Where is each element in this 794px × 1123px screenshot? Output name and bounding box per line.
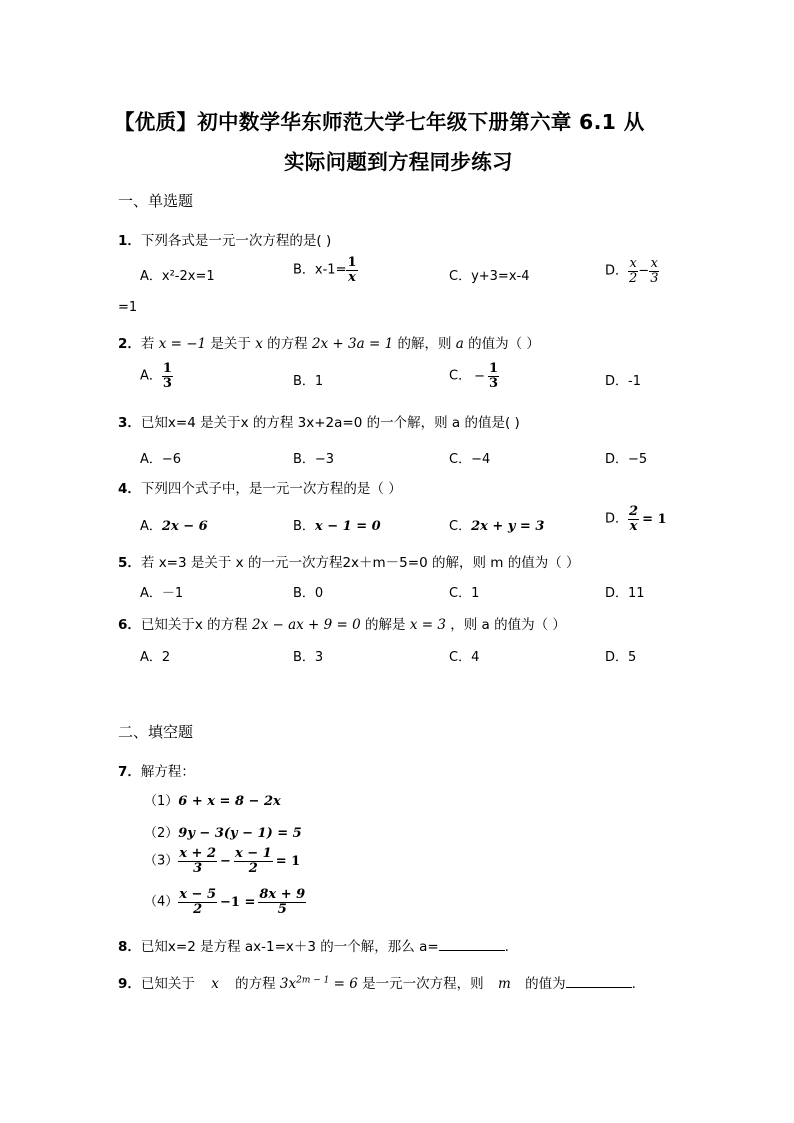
question-text: 解方程： [140,764,195,780]
fraction-numerator: x [650,256,659,271]
subquestion-label: （4） [144,894,179,910]
fraction-numerator: 1 [347,255,357,270]
option-6a: A．2 [140,650,171,665]
fraction [649,257,659,285]
option-label: A． [140,368,162,384]
math-expression: x = −1 [158,336,207,352]
fraction-numerator: 1 [162,361,172,376]
option-3b: B．−3 [293,452,335,467]
option-2c [449,362,499,390]
answer-blank[interactable] [566,975,632,988]
question-text: 已知关于 [140,976,195,992]
question-8 [118,935,509,955]
question-text: 的解是 [365,617,406,633]
math-expression: 9y − 3(y − 1) = 5 [178,826,302,841]
math-expression: 2x − ax + 9 = 0 [251,617,361,633]
section-heading-fill-blank: 二、填空题 [118,723,194,741]
math-expression: = 1 [275,853,301,869]
option-2b: B．1 [293,374,324,389]
math-variable: x [255,336,263,352]
fraction-numerator: x − 1 [234,846,272,861]
fraction-numerator: x + 2 [179,846,217,861]
subquestion-7-4 [144,888,306,916]
fraction-denominator: 3 [162,375,172,391]
option-label: C． [449,519,472,534]
fraction-numerator: x − 5 [179,887,217,902]
option-label: C． [449,368,472,384]
math-expression: = 6 [333,976,358,992]
subquestion-7-3 [144,847,300,875]
question-text: 已知关于x 的方程 [140,617,248,633]
math-expression: 2x + 3a = 1 [311,336,394,352]
question-text: 的值为（ ） [468,336,540,352]
question-text: 是一元一次方程，则 [362,976,484,992]
fraction [234,847,273,875]
fraction-denominator: x [629,518,638,534]
fraction-denominator: x [348,269,356,285]
math-variable: a [455,336,464,352]
fraction-denominator: 2 [234,861,273,876]
option-3d: D．−5 [605,452,648,467]
question-number: 1． [118,233,141,249]
math-expression: x − 1 = 0 [314,519,381,534]
question-text: 下列各式是一元一次方程的是( ) [140,233,332,249]
question-number: 5． [118,555,141,571]
option-label: A． [140,519,162,534]
answer-blank[interactable] [439,938,505,951]
title-line-1: 【优质】初中数学华东师范大学七年级下册第六章 6.1 从 [114,110,645,134]
math-expression: −1 = [220,894,256,910]
math-expression: 2x + y = 3 [471,519,545,534]
fraction-denominator: 3 [488,375,499,391]
option-5a: A．－1 [140,586,184,601]
option-4a [140,515,208,534]
fraction-denominator: 5 [258,902,306,917]
fraction [346,256,357,284]
option-5c: C．1 [449,586,480,601]
question-number: 9． [118,976,141,992]
fraction [258,888,306,916]
question-4 [118,477,402,497]
question-text: 是关于 [210,336,251,352]
fraction-numerator: 2 [629,504,639,519]
option-2d: D．-1 [605,374,641,389]
option-1d-continuation: =1 [118,300,138,315]
question-5 [118,551,579,571]
question-3 [118,411,520,431]
option-1b [293,256,358,284]
math-expression: 6 + x = 8 − 2x [178,794,281,809]
fraction-denominator: 2 [178,902,217,917]
option-6d: D．5 [605,650,637,665]
question-2 [118,332,540,352]
question-7 [118,760,195,780]
math-expression: = 1 [642,511,667,527]
math-variable: x [211,976,219,992]
question-text: 的方程 [267,336,308,352]
question-number: 7． [118,764,141,780]
question-number: 6． [118,617,141,633]
fraction-numerator: x [629,256,637,271]
question-text: 的解，则 [397,336,452,352]
question-6 [118,613,566,633]
math-expression: x = 3 [409,617,446,633]
option-label: D． [605,511,629,527]
option-6b: B．3 [293,650,324,665]
fraction [628,257,638,285]
question-text: 的方程 [235,976,276,992]
fraction-denominator: 3 [178,861,217,876]
subquestion-label: （2） [144,826,179,841]
title-line-2: 实际问题到方程同步练习 [284,150,513,174]
math-expression: 3x [279,976,297,992]
question-9 [118,972,636,992]
option-label: D． [605,263,629,279]
option-1d [605,257,659,285]
subquestion-label: （3） [144,853,179,869]
fraction [488,362,499,390]
fraction-denominator: 2 [629,270,638,286]
question-number: 3． [118,415,141,431]
option-5b: B．0 [293,586,324,601]
option-5d: D．11 [605,586,645,601]
question-number: 4． [118,481,141,497]
option-3a: A．−6 [140,452,182,467]
option-6c: C．4 [449,650,480,665]
question-text: 若 [140,336,155,352]
question-text: . [504,939,509,955]
question-text: 已知x=4 是关于x 的方程 3x+2a=0 的一个解，则 a 的值是( ) [140,415,520,431]
question-text: 的值为 [525,976,566,992]
fraction-numerator: 1 [488,361,499,376]
question-text: ，则 a 的值为（ ） [450,617,566,633]
question-text: 若 x=3 是关于 x 的一元一次方程2x＋m－5=0 的解，则 m 的值为（ ） [140,555,580,571]
option-4d [605,505,667,533]
option-label: B． [293,519,315,534]
subquestion-7-1 [144,790,281,809]
fraction [178,847,217,875]
math-exponent: 2m − 1 [296,975,330,986]
fraction [162,362,173,390]
math-variable: m [497,976,511,992]
question-number: 2． [118,336,141,352]
option-label: B．x-1= [293,262,347,278]
minus-sign: − [638,263,650,279]
option-1c: C．y+3=x-4 [449,269,530,284]
fraction-numerator: 8x + 9 [259,887,306,902]
fraction-denominator: 3 [650,270,659,286]
option-3c: C．−4 [449,452,491,467]
question-number: 8． [118,939,141,955]
question-text: 已知x=2 是方程 ax-1=x＋3 的一个解，那么 a= [140,939,439,955]
section-heading-single-choice: 一、单选题 [118,192,194,210]
option-4c [449,515,544,534]
option-1a: A．x²-2x=1 [140,269,215,284]
question-text: . [631,976,636,992]
minus-sign: − [474,368,485,384]
question-1 [118,229,331,249]
subquestion-7-2 [144,822,302,841]
fraction [178,888,217,916]
math-expression: 2x − 6 [161,519,208,534]
option-2a [140,362,173,390]
option-4b [293,515,381,534]
question-text: 下列四个式子中，是一元一次方程的是（ ） [140,481,402,497]
minus-sign: − [220,853,231,869]
subquestion-label: （1） [144,794,179,809]
fraction [628,505,639,533]
